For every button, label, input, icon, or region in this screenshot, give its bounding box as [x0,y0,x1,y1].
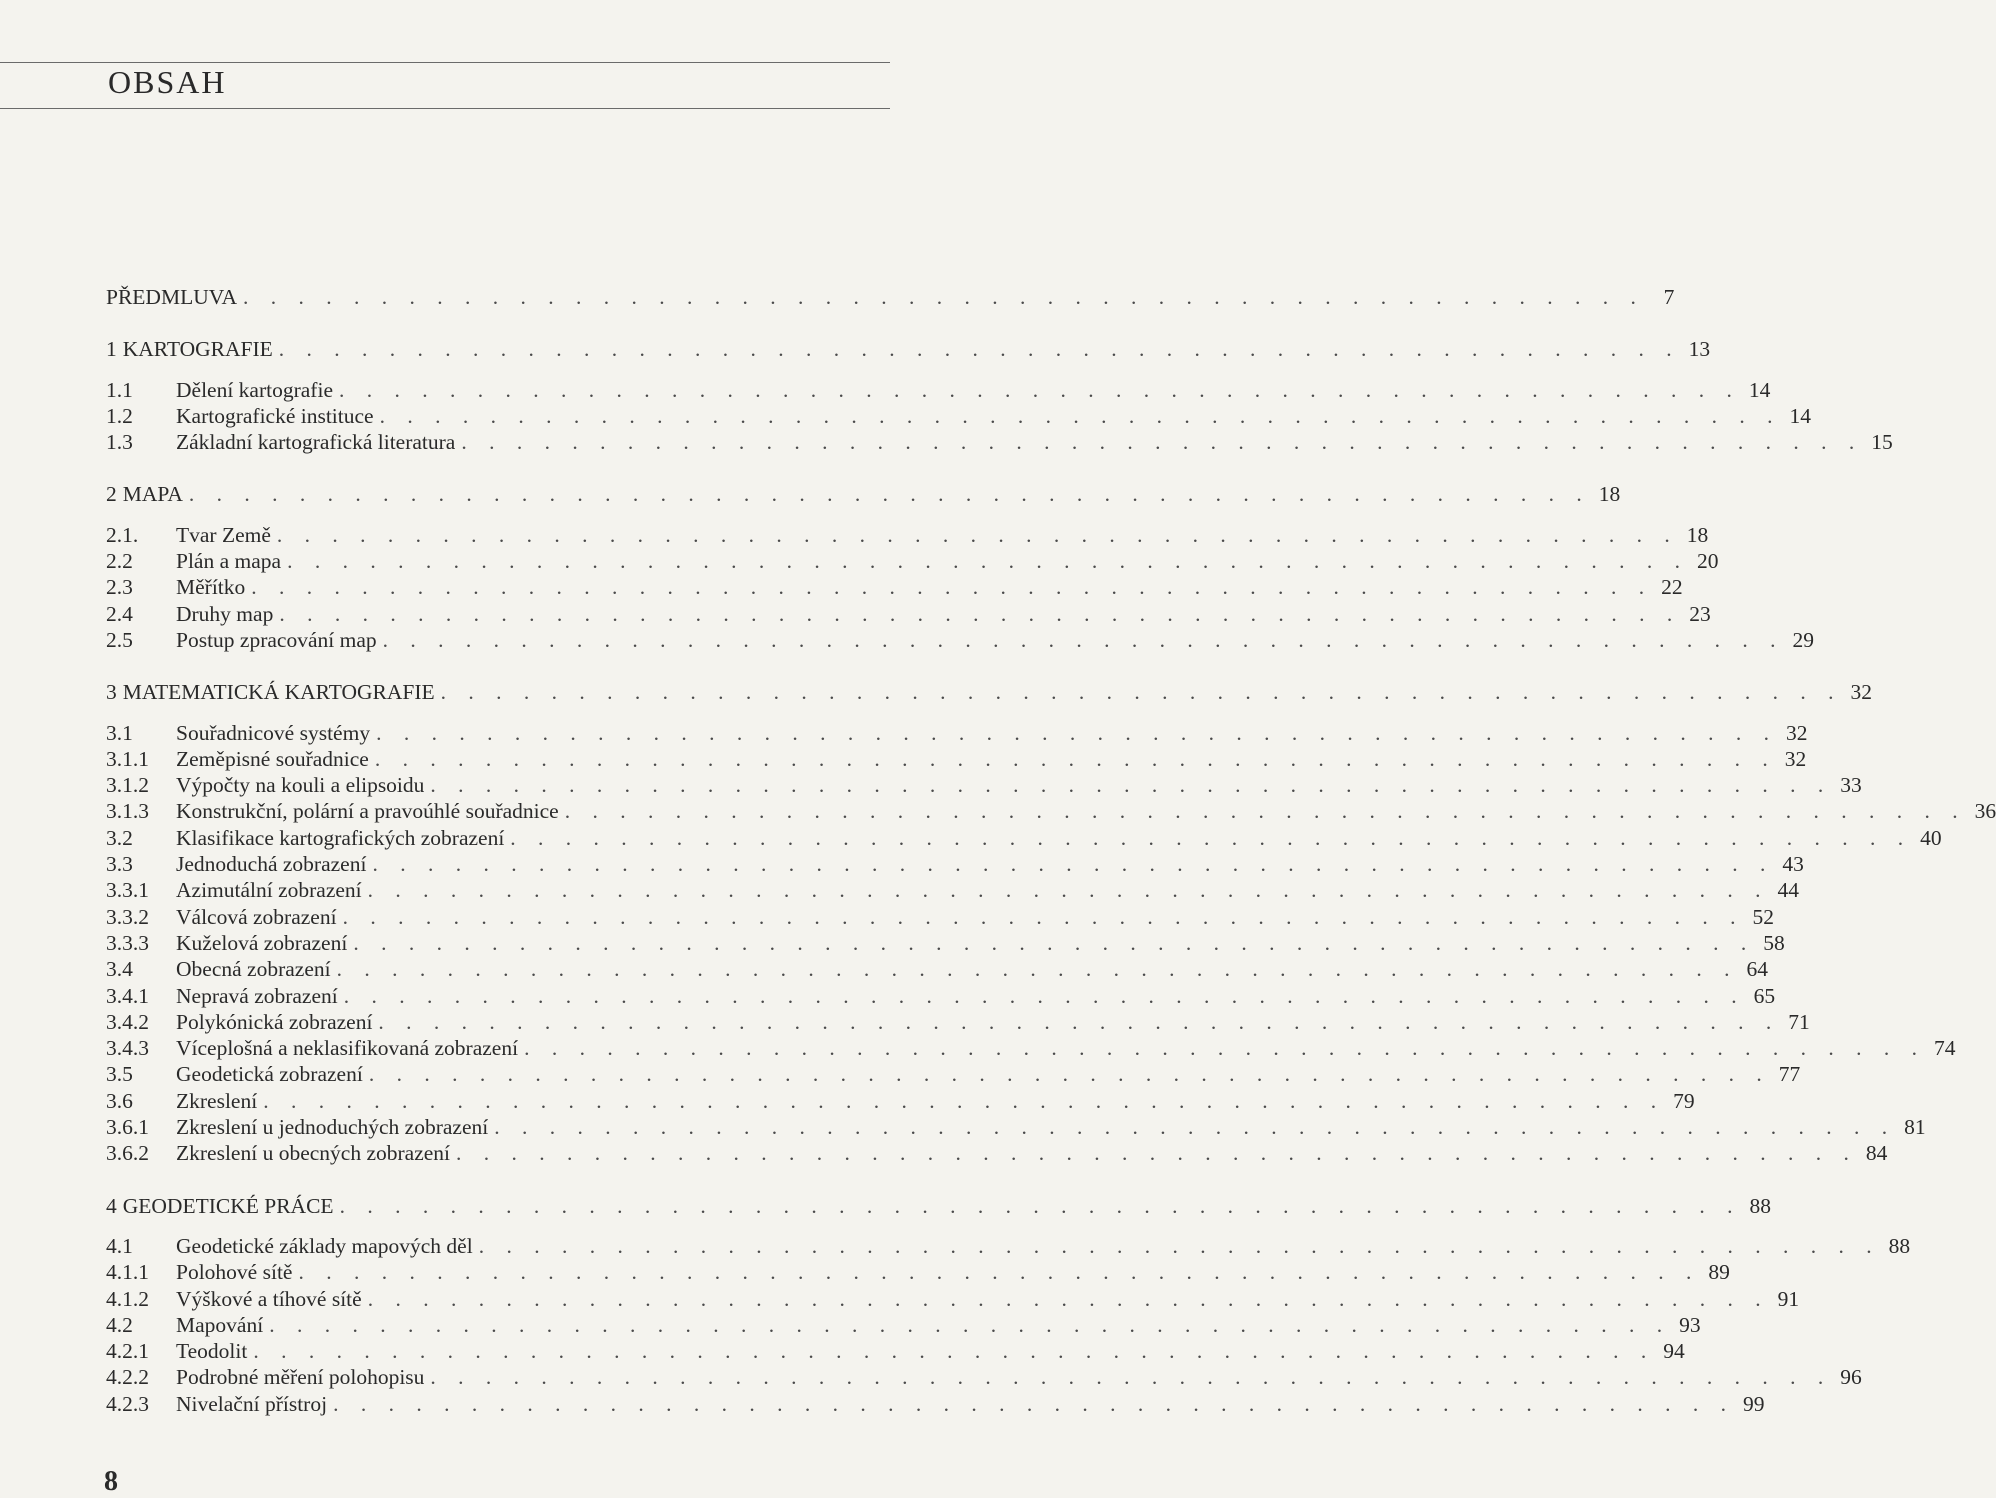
toc-section-entry [106,983,1776,1009]
toc-entry-title: Výškové a tíhové sítě [176,1286,362,1311]
toc-section-entry [106,403,1811,429]
toc-chapter-entry [106,1193,1771,1219]
toc-section-entry [106,429,1893,455]
header-rule-top [0,62,890,63]
toc-entry-title: Nivelační přístroj [176,1391,328,1416]
toc-entry-page: 65 [1753,983,1776,1008]
toc-leader-dots: . . . . . . . . . . . . . . . . . . . . . . . . . . . . . . . . . . . . . . . . . . . . . . . . . . . [251,575,1653,600]
toc-section-entry [106,746,1807,772]
toc-entry-page: 44 [1777,878,1800,903]
toc-leader-dots: . . . . . . . . . . . . . . . . . . . . . . . . . . . . . . . . . . . . . . . . . . . . . . . . . . . [367,878,1770,903]
toc-section-entry [106,1259,1730,1285]
toc-entry-page: 14 [1789,403,1811,428]
toc-entry-number: 3.4.2 [106,1009,149,1034]
toc-entry-page: 36 [1974,799,1996,824]
toc-entry-number: 3.6 [106,1088,133,1113]
toc-entry-number: 3.1.1 [106,746,149,771]
toc-leader-dots: . . . . . . . . . . . . . . . . . . . . . . . . . . . . . . . . . . . . . . . . . . . . . . . . . . . [378,1009,1780,1034]
toc-entry-page: 18 [1686,522,1709,547]
toc-entry-number: 2.3 [106,575,133,600]
toc-entry-title: Polykónická zobrazení [176,1009,373,1034]
toc-leader-dots: . . . . . . . . . . . . . . . . . . . . . . . . . . . . . . . . . . . . . . . . . . . . . . . . . . . [343,983,1746,1008]
toc-entry-page: 18 [1598,482,1621,507]
toc-section-entry [106,1286,1800,1312]
toc-entry-page: 40 [1920,825,1942,850]
toc-entry-number: 4.1 [106,1233,133,1258]
toc-section-entry [106,1088,1695,1114]
toc-entry-title: Základní kartografická literatura [176,430,456,455]
toc-entry-number: 4.2.2 [106,1365,149,1390]
toc-entry-number: 1.1 [106,377,133,402]
toc-section-entry [106,798,1996,824]
header-rule-bottom [0,108,890,109]
toc-entry-page: 88 [1888,1233,1911,1258]
toc-entry-title: Druhy map [176,601,274,626]
toc-section-entry [106,377,1771,403]
toc-entry-page: 22 [1661,575,1683,600]
toc-leader-dots: . . . . . . . . . . . . . . . . . . . . . . . . . . . . . . . . . . . . . . . . . . . . . . . . . . . [253,1339,1655,1364]
toc-leader-dots: . . . . . . . . . . . . . . . . . . . . . . . . . . . . . . . . . . . . . . . . . . . . . . . . . . . [478,1233,1881,1258]
toc-section-entry [106,1364,1862,1390]
toc-entry-number: 4.2 [106,1312,133,1337]
toc-entry-title: KARTOGRAFIE [122,337,273,362]
toc-entry-page: 88 [1749,1193,1771,1218]
toc-entry-page: 29 [1792,627,1814,652]
toc-entry-title: Mapování [176,1312,264,1337]
toc-entry-number: 2 [106,482,117,507]
toc-section-entry [106,720,1808,746]
toc-entry-title: Tvar Země [176,522,271,547]
toc-section-entry [106,1338,1685,1364]
toc-entry-number: 4.1.2 [106,1286,149,1311]
toc-entry-title: GEODETICKÉ PRÁCE [122,1193,334,1218]
toc-entry-title: Geodetická zobrazení [176,1062,363,1087]
toc-entry-number: 3.6.2 [106,1141,149,1166]
toc-entry-number: 3.1 [106,720,133,745]
toc-leader-dots: . . . . . . . . . . . . . . . . . . . . . . . . . . . . . . . . . . . . . . . . . . . . . . . . . . . [382,627,1784,652]
toc-entry-page: 14 [1748,377,1771,402]
toc-entry-page: 79 [1673,1088,1695,1113]
toc-entry-number: 2.5 [106,627,133,652]
toc-entry-number: 3.3.3 [106,930,149,955]
toc-entry-page: 96 [1840,1365,1862,1390]
toc-entry-number: 3.4.3 [106,1036,149,1061]
toc-entry-title: Měřítko [176,575,246,600]
toc-leader-dots: . . . . . . . . . . . . . . . . . . . . . . . . . . . . . . . . . . . . . . . . . . . . . . . . . . . [456,1141,1858,1166]
toc-leader-dots: . . . . . . . . . . . . . . . . . . . . . . . . . . . . . . . . . . . . . . . . . . . . . . . . . . . [336,957,1738,982]
toc-section-entry [106,601,1711,627]
toc-leader-dots: . . . . . . . . . . . . . . . . . . . . . . . . . . . . . . . . . . . . . . . . . . . . . . . . . . . [263,1088,1665,1113]
toc-leader-dots: . . . . . . . . . . . . . . . . . . . . . . . . . . . . . . . . . . . . . . . . . . . . . . . . . . . [279,601,1681,626]
toc-entry-title: Jednoduchá zobrazení [176,852,367,877]
toc-chapter-entry [106,336,1711,362]
toc-section-entry [106,627,1814,653]
toc-entry-page: 84 [1865,1141,1888,1166]
toc-leader-dots: . . . . . . . . . . . . . . . . . . . . . . . . . . . . . . . . . . . . . . . . . . . . . . . . . . . [278,337,1681,362]
toc-section-entry [106,1061,1801,1087]
toc-section-entry [106,522,1709,548]
toc-section-entry [106,877,1800,903]
toc-entry-title: Souřadnicové systémy [176,720,371,745]
toc-entry-number: 4.2.3 [106,1391,149,1416]
toc-entry-number: 3.5 [106,1062,133,1087]
toc-entry-page: 32 [1785,720,1808,745]
toc-entry-number: 3.1.3 [106,799,149,824]
toc-entry-title: Postup zpracování map [176,627,377,652]
toc-entry-title: Klasifikace kartografických zobrazení [176,825,505,850]
toc-entry-number: 1.2 [106,403,133,428]
page-number: 8 [104,1466,118,1497]
page-title: OBSAH [108,64,227,100]
toc-entry-title: Polohové sítě [176,1260,293,1285]
toc-section-entry [106,1391,1765,1417]
toc-entry-title: Nepravá zobrazení [176,983,338,1008]
toc-entry-page: 99 [1742,1391,1765,1416]
toc-leader-dots: . . . . . . . . . . . . . . . . . . . . . . . . . . . . . . . . . . . . . . . . . . . . . . . . . . . [372,852,1774,877]
toc-entry-page: 93 [1679,1312,1701,1337]
toc-entry-title: Výpočty na kouli a elipsoidu [176,773,425,798]
toc-entry-number: 3.6.1 [106,1115,149,1140]
toc-section-entry [106,1233,1911,1259]
toc-section-entry [106,1312,1701,1338]
toc-entry-number: 3.3.1 [106,878,149,903]
toc-leader-dots: . . . . . . . . . . . . . . . . . . . . . . . . . . . . . . . . . . . . . . . . . . . . . . . . . . . [339,377,1741,402]
toc-leader-dots: . . . . . . . . . . . . . . . . . . . . . . . . . . . . . . . . . . . . . . . . . . . . . . . . . . . [367,1286,1770,1311]
toc-leader-dots: . . . . . . . . . . . . . . . . . . . . . . . . . . . . . . . . . . . . . . . . . . . . . . . . . . . [510,825,1912,850]
toc-entry-page: 89 [1708,1260,1730,1285]
toc-section-entry [106,1035,1956,1061]
toc-leader-dots: . . . . . . . . . . . . . . . . . . . . . . . . . . . . . . . . . . . . . . . . . . . . . . . . . . . [353,930,1755,955]
toc-entry-number: 3 [106,680,117,705]
toc-entry-page: 77 [1778,1062,1801,1087]
toc-entry-number: 1 [106,337,117,362]
toc-section-entry [106,930,1785,956]
toc-entry-title: MAPA [122,482,183,507]
toc-entry-page: 32 [1850,680,1872,705]
toc-section-entry [106,956,1768,982]
toc-leader-dots: . . . . . . . . . . . . . . . . . . . . . . . . . . . . . . . . . . . . . . . . . . . . . . . . . . . [276,522,1679,547]
toc-entry-title: Kartografické instituce [176,403,374,428]
toc-leader-dots: . . . . . . . . . . . . . . . . . . . . . . . . . . . . . . . . . . . . . . . . . . . . . . . . . . . [430,1365,1832,1390]
toc-entry-number: 3.3.2 [106,904,149,929]
toc-entry-title: Plán a mapa [176,549,282,574]
toc-entry-title: Válcová zobrazení [176,904,337,929]
toc-entry-page: 43 [1782,852,1804,877]
toc-leader-dots: . . . . . . . . . . . . . . . . . . . . . . . . . . . . . . . . . . . . . . . . . . . . . . . . . . . [342,904,1744,929]
toc-entry-page: 20 [1696,549,1719,574]
toc-entry-title: Zkreslení u obecných zobrazení [176,1141,450,1166]
toc-entry-title: Zeměpisné souřadnice [176,746,369,771]
table-of-contents [106,284,1996,1417]
toc-leader-dots: . . . . . . . . . . . . . . . . . . . . . . . . . . . . . . . . . . . . . . . . . . . . . . . . . . . [374,746,1777,771]
toc-leader-dots: . . . . . . . . . . . . . . . . . . . . . . . . . . . . . . . . . . . . . . . . . . . . . . . . . . . [339,1193,1741,1218]
toc-entry-number: 4.1.1 [106,1260,149,1285]
toc-leader-dots: . . . . . . . . . . . . . . . . . . . . . . . . . . . . . . . . . . . . . . . . . . . . . . . . . . . [461,430,1863,455]
toc-section-entry [106,825,1942,851]
toc-entry-number: 3.4.1 [106,983,149,1008]
toc-leader-dots: . . . . . . . . . . . . . . . . . . . . . . . . . . . . . . . . . . . . . . . . . . . . . . . . . . . [440,680,1842,705]
toc-section-entry [106,1009,1810,1035]
toc-entry-page: 33 [1840,773,1862,798]
toc-section-entry [106,548,1719,574]
toc-section-entry [106,1140,1888,1166]
toc-leader-dots: . . . . . . . . . . . . . . . . . . . . . . . . . . . . . . . . . . . . . . . . . . . . . . . . . . . [494,1115,1896,1140]
toc-entry-page: 7 [1663,285,1675,309]
toc-leader-dots: . . . . . . . . . . . . . . . . . . . . . . . . . . . . . . . . . . . . . . . . . . . . . . . . . . . [379,403,1781,428]
toc-leader-dots: . . . . . . . . . . . . . . . . . . . . . . . . . . . . . . . . . . . . . . . . . . . . . . . . . . . [287,549,1689,574]
toc-leader-dots: . . . . . . . . . . . . . . . . . . . . . . . . . . . . . . . . . . . . . . . . . . . . . . . . . . . [368,1062,1771,1087]
toc-entry-number: 1.3 [106,430,133,455]
toc-entry-page: 52 [1752,904,1774,929]
toc-chapter-entry [106,284,1675,310]
toc-entry-number: 3.1.2 [106,773,149,798]
toc-section-entry [106,851,1804,877]
toc-leader-dots: . . . . . . . . . . . . . . . . . . . . . . . . . . . . . . . . . . . . . . . . . . . . . . . . . . . [298,1260,1700,1285]
toc-entry-title: Podrobné měření polohopisu [176,1365,425,1390]
toc-entry-number: 3.2 [106,825,133,850]
toc-entry-number: 4.2.1 [106,1339,149,1364]
toc-entry-number: 3.3 [106,852,133,877]
toc-entry-title: Obecná zobrazení [176,957,331,982]
toc-entry-title: Kuželová zobrazení [176,930,348,955]
toc-entry-page: 23 [1689,601,1711,626]
toc-leader-dots: . . . . . . . . . . . . . . . . . . . . . . . . . . . . . . . . . . . . . . . . . . . . . . . . . . . [269,1312,1671,1337]
toc-entry-number: 2.1. [106,522,139,547]
toc-entry-number: 3.4 [106,957,133,982]
toc-entry-page: 94 [1663,1339,1685,1364]
toc-leader-dots: . . . . . . . . . . . . . . . . . . . . . . . . . . . . . . . . . . . . . . . . . . . . . . . . . . . [564,799,1967,824]
toc-entry-title: MATEMATICKÁ KARTOGRAFIE [122,680,435,705]
toc-entry-title: Dělení kartografie [176,377,333,402]
toc-leader-dots: . . . . . . . . . . . . . . . . . . . . . . . . . . . . . . . . . . . . . . . . . . . . . . . . . . . [376,720,1778,745]
toc-entry-title: Teodolit [176,1339,248,1364]
toc-section-entry [106,574,1683,600]
toc-entry-page: 15 [1871,430,1893,455]
toc-entry-page: 64 [1746,957,1768,982]
toc-entry-title: Geodetické základy mapových děl [176,1233,473,1258]
toc-entry-number: 2.4 [106,601,133,626]
toc-entry-page: 91 [1777,1286,1800,1311]
toc-entry-number: 4 [106,1193,117,1218]
toc-chapter-entry [106,679,1872,705]
toc-leader-dots: . . . . . . . . . . . . . . . . . . . . . . . . . . . . . . . . . . . . . . . . . . . . . . . . . . . [188,482,1591,507]
toc-leader-dots: . . . . . . . . . . . . . . . . . . . . . . . . . . . . . . . . . . . . . . . . . . . . . . . . . . . [430,773,1832,798]
toc-entry-page: 81 [1904,1115,1926,1140]
toc-section-entry [106,904,1774,930]
toc-entry-title: Víceplošná a neklasifikovaná zobrazení [176,1036,519,1061]
toc-entry-title: Azimutální zobrazení [176,878,362,903]
toc-entry-title: Konstrukční, polární a pravoúhlé souřadnice [176,799,559,824]
toc-entry-title: Zkreslení [176,1088,258,1113]
toc-entry-page: 32 [1784,746,1807,771]
toc-entry-page: 71 [1788,1009,1810,1034]
toc-leader-dots: . . . . . . . . . . . . . . . . . . . . . . . . . . . . . . . . . . . . . . . . . . . . . . . . . . . [524,1036,1926,1061]
toc-section-entry [106,772,1862,798]
toc-section-entry [106,1114,1926,1140]
toc-entry-title: Zkreslení u jednoduchých zobrazení [176,1115,489,1140]
toc-entry-number: 2.2 [106,549,133,574]
toc-entry-page: 13 [1688,337,1711,362]
toc-entry-page: 74 [1933,1036,1956,1061]
toc-entry-title: PŘEDMLUVA [106,285,238,309]
toc-entry-page: 58 [1763,930,1785,955]
toc-leader-dots: . . . . . . . . . . . . . . . . . . . . . . . . . . . . . . . . . . . . . . . . . . . . . . . . . . . [333,1391,1735,1416]
toc-chapter-entry [106,481,1621,507]
toc-leader-dots: . . . . . . . . . . . . . . . . . . . . . . . . . . . . . . . . . . . . . . . . . . . . . . . . . . . [243,285,1645,309]
